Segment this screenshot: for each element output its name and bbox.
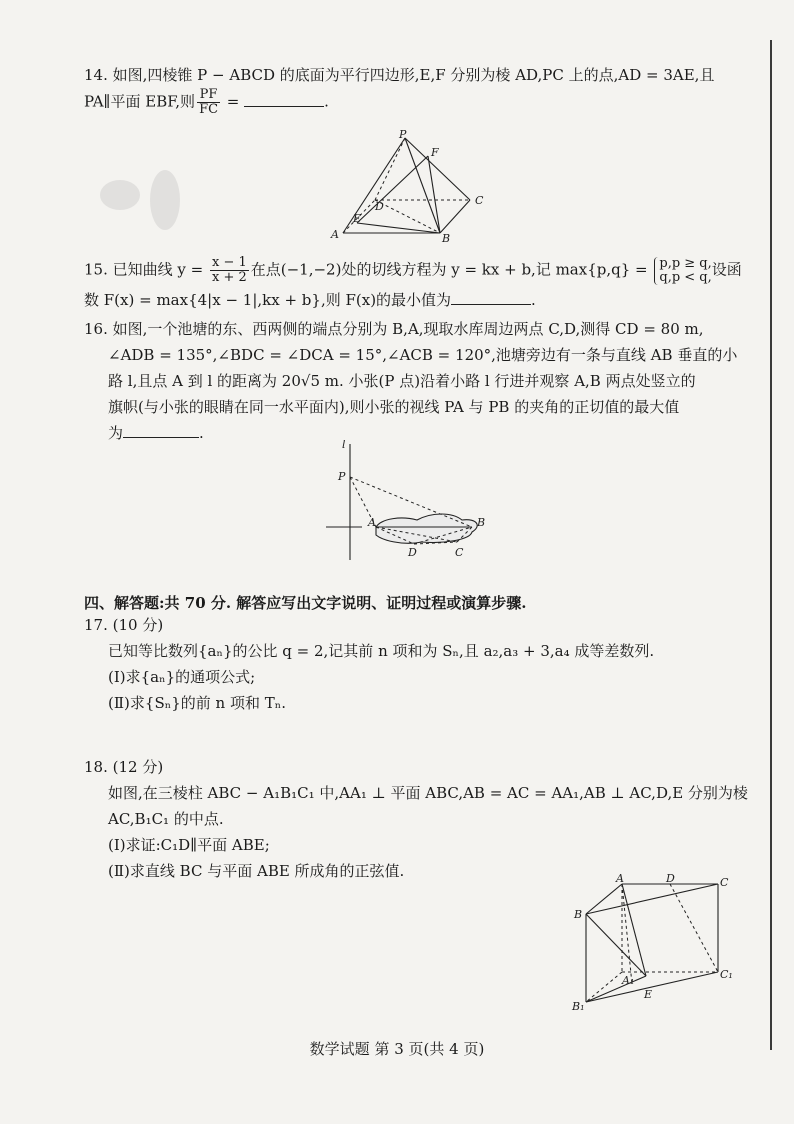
- q14-label-A: A: [331, 228, 339, 241]
- q16-label-A: A: [368, 516, 376, 529]
- q14-fraction: $\frac{PF}{FC}$: [199, 87, 219, 117]
- q14-label-P: P: [399, 128, 407, 141]
- q15-piecewise: p,p ≥ q, q,p < q,: [654, 257, 711, 285]
- q18-label-E: E: [644, 988, 653, 1001]
- question-14: [84, 62, 714, 117]
- smudge-mark: [150, 170, 180, 230]
- q16-line1: 16. 如图,一个池塘的东、西两侧的端点分别为 B,A,现取水库周边两点 C,D,测得 CD = 80 m,: [84, 320, 704, 338]
- q18-label-A: A: [616, 872, 624, 885]
- q18-label-C: C: [720, 876, 729, 889]
- section-four-heading: 四、解答题:共 70 分. 解答应写出文字说明、证明过程或演算步骤.: [84, 594, 527, 612]
- q18-line1: 如图,在三棱柱 ABC − A₁B₁C₁ 中,AA₁ ⊥ 平面 ABC,AB = AC = AA₁,AB ⊥ AC,D,E 分别为棱: [108, 784, 748, 802]
- q18-head: 18. (12 分): [84, 758, 164, 776]
- q15-fraction: $\frac{x - 1}{x + 2}$: [211, 255, 247, 285]
- q14-label-C: C: [475, 194, 484, 207]
- q14-label-E: E: [353, 212, 362, 225]
- q16-pond-figure: [322, 440, 502, 565]
- q18-label-A1: A₁: [622, 974, 635, 987]
- page-footer: 数学试题 第 3 页(共 4 页): [309, 1040, 485, 1058]
- q14-label-B: B: [442, 232, 451, 243]
- q15-answer-blank[interactable]: [451, 288, 531, 305]
- q18-line3: (Ⅰ)求证:C₁D∥平面 ABE;: [108, 836, 270, 854]
- q17-head: 17. (10 分): [84, 616, 164, 634]
- q15-line1: 15. 已知曲线 y = $\frac{x - 1}{x + 2}$ 在点(−1,−2)处的切线方程为 y = kx + b,记 max{p,q} = p,p ≥ q, q,p < q, 设函: [84, 255, 742, 285]
- q16-label-l: l: [342, 440, 346, 451]
- q18-label-B1: B₁: [572, 1000, 585, 1012]
- q17-line3: (Ⅱ)求{Sₙ}的前 n 项和 Tₙ.: [108, 694, 286, 712]
- q16-line5: 为 .: [84, 420, 737, 446]
- q16-answer-blank[interactable]: [123, 421, 199, 438]
- question-16: [84, 316, 737, 446]
- question-17: [84, 612, 654, 716]
- q14-line2: PA∥平面 EBF,则 $\frac{PF}{FC}$ = .: [84, 87, 329, 117]
- q16-label-C: C: [455, 546, 464, 559]
- right-margin-rule: [770, 40, 772, 1050]
- q14-line1: 14. 如图,四棱锥 P − ABCD 的底面为平行四边形,E,F 分别为棱 AD,PC 上的点,AD = 3AE,且: [84, 66, 715, 84]
- q17-line1: 已知等比数列{aₙ}的公比 q = 2,记其前 n 项和为 Sₙ,且 a₂,a₃ + 3,a₄ 成等差数列.: [108, 642, 655, 660]
- q15-line2: 数 F(x) = max{4|x − 1|,kx + b},则 F(x)的最小值为 .: [84, 287, 742, 313]
- q14-pyramid-figure: [325, 128, 495, 243]
- q17-line2: (Ⅰ)求{aₙ}的通项公式;: [108, 668, 256, 686]
- q14-label-D: D: [375, 200, 384, 213]
- q16-label-B: B: [477, 516, 486, 529]
- q16-line3: 路 l,且点 A 到 l 的距离为 20√5 m. 小张(P 点)沿着小路 l 行进并观察 A,B 两点处竖立的: [108, 372, 696, 390]
- q18-label-D: D: [666, 872, 675, 885]
- smudge-mark: [100, 180, 140, 210]
- q16-label-P: P: [338, 470, 346, 483]
- q18-line4: (Ⅱ)求直线 BC 与平面 ABE 所成角的正弦值.: [108, 862, 405, 880]
- q16-label-D: D: [408, 546, 417, 559]
- q16-line4: 旗帜(与小张的眼睛在同一水平面内),则小张的视线 PA 与 PB 的夹角的正切值的最大值: [108, 398, 680, 416]
- q14-answer-blank[interactable]: [244, 90, 324, 107]
- question-15: [84, 256, 742, 313]
- q16-line2: ∠ADB = 135°,∠BDC = ∠DCA = 15°,∠ACB = 120°,池塘旁边有一条与直线 AB 垂直的小: [108, 346, 738, 364]
- q18-label-C1: C₁: [720, 968, 733, 981]
- q18-prism-figure: [570, 872, 740, 1012]
- q14-label-F: F: [431, 146, 439, 159]
- question-18: [84, 754, 748, 884]
- q18-label-B: B: [574, 908, 583, 921]
- q18-line2: AC,B₁C₁ 的中点.: [108, 810, 224, 828]
